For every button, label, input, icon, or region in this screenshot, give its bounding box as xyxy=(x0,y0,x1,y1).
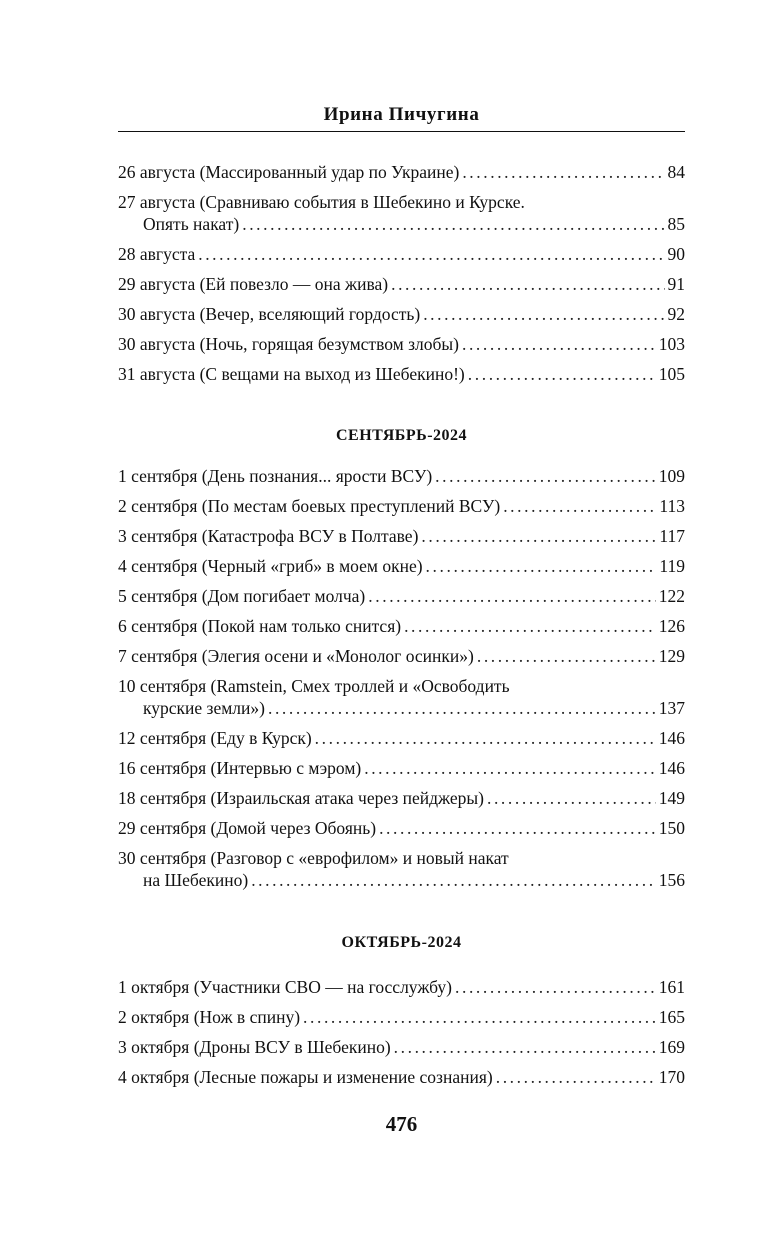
dot-leader xyxy=(421,525,656,547)
toc-entry-line xyxy=(118,525,685,547)
toc-page-number: 119 xyxy=(659,556,685,576)
toc-page-number: 146 xyxy=(658,728,685,748)
toc-entry-title: 2 октября (Нож в спину) xyxy=(118,1007,301,1027)
toc-entry xyxy=(118,645,685,667)
dot-leader xyxy=(455,976,656,998)
toc-entry-line xyxy=(118,1036,685,1058)
toc-entry-title: 18 сентября (Израильская атака через пейджеры) xyxy=(118,788,484,808)
toc-entry-title: 29 августа (Ей повезло — она жива) xyxy=(118,274,389,294)
toc-entry xyxy=(118,525,685,547)
page-number: 476 xyxy=(385,1112,418,1136)
toc-page-number: 161 xyxy=(658,977,685,997)
toc-entry-title: 6 сентября (Покой нам только снится) xyxy=(118,616,402,636)
toc-entry-title: курские земли») xyxy=(143,698,265,718)
dot-leader xyxy=(379,817,656,839)
toc-entry-line xyxy=(118,697,685,719)
toc-september xyxy=(118,465,685,891)
toc-entry-title: 2 сентября (По местам боевых преступлений ВСУ) xyxy=(118,496,501,516)
toc-entry-line xyxy=(118,817,685,839)
toc-entry-line xyxy=(118,645,685,667)
toc-entry-title: 4 сентября (Черный «гриб» в моем окне) xyxy=(118,556,423,576)
dot-leader xyxy=(391,273,664,295)
section-title-october: ОКТЯБРЬ-2024 xyxy=(341,934,462,951)
toc-entry-line xyxy=(118,363,685,385)
dot-leader xyxy=(303,1006,656,1028)
toc-october xyxy=(118,976,685,1088)
dot-leader xyxy=(251,869,656,891)
toc-page-number: 126 xyxy=(658,616,685,636)
dot-leader xyxy=(435,465,656,487)
dot-leader xyxy=(404,615,656,637)
toc-entry-line xyxy=(118,1066,685,1088)
toc-page-number: 92 xyxy=(667,304,685,324)
toc-page-number: 165 xyxy=(658,1007,685,1027)
toc-page-number: 103 xyxy=(658,334,685,354)
toc-entry-title: 26 августа (Массированный удар по Украине) xyxy=(118,162,460,182)
toc-entry-line xyxy=(118,757,685,779)
running-head: Ирина Пичугина xyxy=(323,104,480,125)
toc-entry-line xyxy=(118,213,685,235)
dot-leader xyxy=(394,1036,656,1058)
toc-entry-line xyxy=(118,273,685,295)
toc-page-number: 170 xyxy=(658,1067,685,1087)
toc-entry-line xyxy=(118,555,685,577)
toc-entry xyxy=(118,787,685,809)
toc-entry xyxy=(118,333,685,355)
toc-entry xyxy=(118,585,685,607)
toc-entry-line xyxy=(118,465,685,487)
toc-entry-title: Опять накат) xyxy=(143,214,240,234)
toc-entry xyxy=(118,976,685,998)
toc-entry-line xyxy=(118,303,685,325)
toc-entry-line xyxy=(118,495,685,517)
dot-leader xyxy=(364,757,656,779)
toc-entry-line xyxy=(118,727,685,749)
toc-entry-title: 7 сентября (Элегия осени и «Монолог осинки») xyxy=(118,646,474,666)
dot-leader xyxy=(198,243,664,265)
toc-page-number: 84 xyxy=(667,162,685,182)
toc-entry xyxy=(118,1066,685,1088)
toc-entry-title: 28 августа xyxy=(118,244,196,264)
toc-page-number: 150 xyxy=(658,818,685,838)
toc-entry-line xyxy=(118,1006,685,1028)
section-title-september: СЕНТЯБРЬ-2024 xyxy=(335,427,468,444)
toc-page-number: 105 xyxy=(658,364,685,384)
dot-leader xyxy=(462,333,656,355)
toc-page-number: 113 xyxy=(659,496,685,516)
toc-entry-title: на Шебекино) xyxy=(143,870,249,890)
dot-leader xyxy=(496,1066,656,1088)
toc-page-number: 169 xyxy=(658,1037,685,1057)
toc-entry-line xyxy=(118,161,685,183)
toc-entry xyxy=(118,847,685,891)
toc-entry-title: 3 сентября (Катастрофа ВСУ в Полтаве) xyxy=(118,526,419,546)
toc-entry xyxy=(118,495,685,517)
dot-leader xyxy=(468,363,656,385)
toc-entry-line xyxy=(118,976,685,998)
toc-page-number: 90 xyxy=(667,244,685,264)
toc-entry-title: 30 сентября (Разговор с «еврофилом» и новый накат xyxy=(118,848,509,868)
toc-entry xyxy=(118,817,685,839)
dot-leader xyxy=(426,555,657,577)
toc-page-number: 146 xyxy=(658,758,685,778)
dot-leader xyxy=(487,787,656,809)
toc-page-number: 109 xyxy=(658,466,685,486)
toc-page-number: 149 xyxy=(658,788,685,808)
toc-entry-title: 30 августа (Ночь, горящая безумством злобы) xyxy=(118,334,459,354)
toc-entry xyxy=(118,675,685,719)
toc-page-number: 122 xyxy=(658,586,685,606)
toc-entry xyxy=(118,273,685,295)
toc-entry xyxy=(118,727,685,749)
toc-entry xyxy=(118,465,685,487)
toc-entry-title: 31 августа (С вещами на выход из Шебекино!) xyxy=(118,364,465,384)
toc-entry xyxy=(118,363,685,385)
toc-entry-line xyxy=(118,869,685,891)
dot-leader xyxy=(268,697,656,719)
toc-page-number: 156 xyxy=(658,870,685,890)
toc-entry xyxy=(118,1036,685,1058)
toc-entry-title: 29 сентября (Домой через Обоянь) xyxy=(118,818,377,838)
toc-page-number: 91 xyxy=(667,274,685,294)
toc-entry xyxy=(118,1006,685,1028)
toc-entry-title: 1 октября (Участники СВО — на госслужбу) xyxy=(118,977,452,997)
toc-page-number: 129 xyxy=(658,646,685,666)
toc-entry xyxy=(118,757,685,779)
toc-entry-line xyxy=(118,615,685,637)
dot-leader xyxy=(462,161,664,183)
toc-entry-title: 16 сентября (Интервью с мэром) xyxy=(118,758,362,778)
toc-entry xyxy=(118,243,685,265)
toc-page-number: 137 xyxy=(658,698,685,718)
toc-entry xyxy=(118,191,685,235)
toc-entry-title: 10 сентября (Ramstein, Смех троллей и «Освободить xyxy=(118,676,510,696)
toc-entry-title: 12 сентября (Еду в Курск) xyxy=(118,728,312,748)
dot-leader xyxy=(477,645,656,667)
toc-entry-title: 30 августа (Вечер, вселяющий гордость) xyxy=(118,304,421,324)
toc-august xyxy=(118,161,685,385)
toc-entry-title: 4 октября (Лесные пожары и изменение сознания) xyxy=(118,1067,493,1087)
toc-entry xyxy=(118,303,685,325)
toc-entry-title: 5 сентября (Дом погибает молча) xyxy=(118,586,366,606)
toc-entry xyxy=(118,161,685,183)
toc-entry-line xyxy=(118,787,685,809)
toc-entry-line xyxy=(118,585,685,607)
toc-page-number: 117 xyxy=(659,526,685,546)
toc-entry-title: 1 сентября (День познания... ярости ВСУ) xyxy=(118,466,433,486)
toc-entry-line xyxy=(118,333,685,355)
header-rule xyxy=(118,131,685,132)
toc-entry-line xyxy=(118,243,685,265)
dot-leader xyxy=(503,495,656,517)
toc-entry-title: 27 августа (Сравниваю события в Шебекино и Курске. xyxy=(118,192,525,212)
dot-leader xyxy=(423,303,664,325)
dot-leader xyxy=(368,585,655,607)
toc-entry xyxy=(118,555,685,577)
toc-entry-title: 3 октября (Дроны ВСУ в Шебекино) xyxy=(118,1037,391,1057)
dot-leader xyxy=(242,213,664,235)
dot-leader xyxy=(315,727,656,749)
toc-entry xyxy=(118,615,685,637)
toc-page-number: 85 xyxy=(667,214,685,234)
